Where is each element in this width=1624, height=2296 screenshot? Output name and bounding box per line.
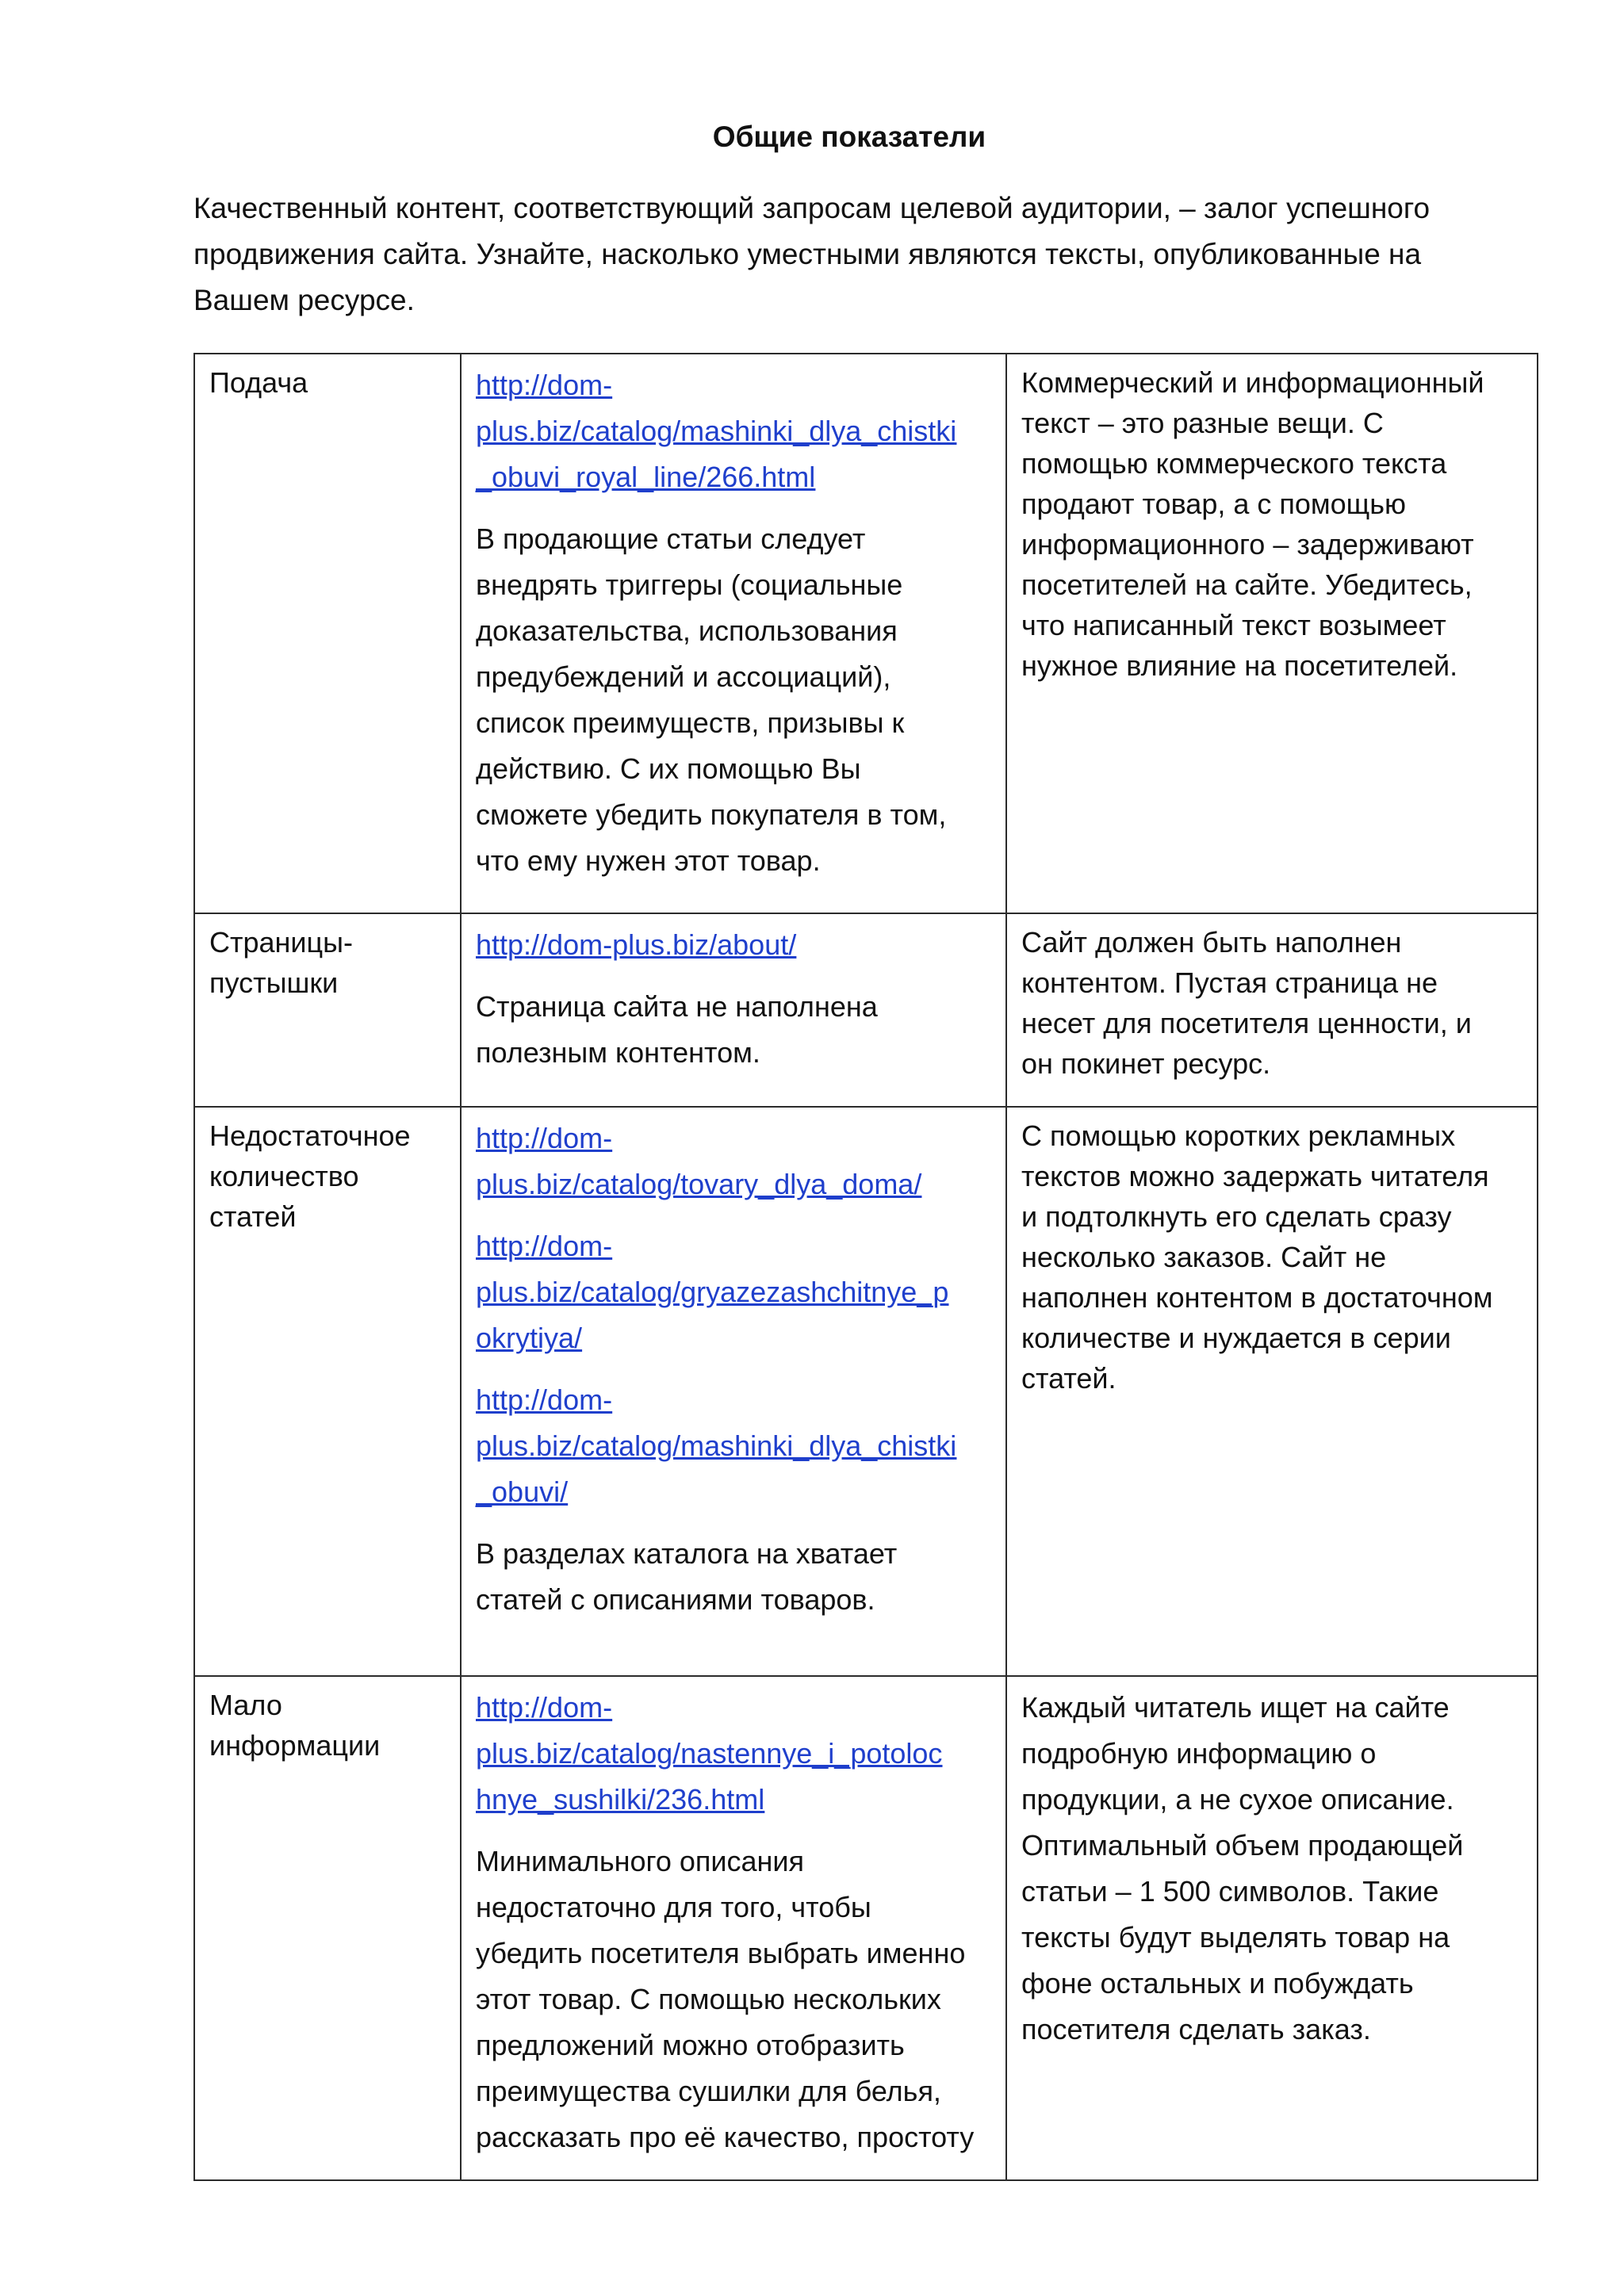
example-comment-line: доказательства, использования <box>476 614 898 647</box>
indicator-name-line: информации <box>209 1729 381 1762</box>
recommendation-line: Каждый читатель ищет на сайте <box>1021 1691 1450 1724</box>
example-page-link-line: _obuvi/ <box>476 1475 569 1508</box>
example-cell <box>461 913 1006 1107</box>
recommendation-line: несколько заказов. Сайт не <box>1021 1241 1387 1273</box>
table-row <box>194 913 1538 1107</box>
recommendation-text <box>1021 1685 1522 2053</box>
example-comment-line: что ему нужен этот товар. <box>476 844 821 877</box>
example-comment-line: В разделах каталога на хватает <box>476 1537 898 1570</box>
table-row <box>194 1107 1538 1676</box>
example-page-link[interactable] <box>476 922 991 968</box>
example-comment <box>476 984 991 1076</box>
recommendation-line: что написанный текст возымеет <box>1021 609 1446 641</box>
recommendation-line: продают товар, а с помощью <box>1021 488 1407 520</box>
page-title: Общие показатели <box>712 121 986 153</box>
example-comment-line: внедрять триггеры (социальные <box>476 568 903 601</box>
example-page-link[interactable] <box>476 1115 991 1207</box>
indicator-name-line: количество <box>209 1160 359 1192</box>
recommendation-cell <box>1006 913 1538 1107</box>
indicator-name-line: Страницы- <box>209 926 354 959</box>
indicator-name-cell <box>194 913 461 1107</box>
example-comment-line: недостаточно для того, чтобы <box>476 1891 871 1923</box>
example-page-link-line: http://dom- <box>476 1122 613 1154</box>
recommendation-line: помощью коммерческого текста <box>1021 447 1447 480</box>
example-page-link-line: http://dom- <box>476 1383 613 1416</box>
example-comment <box>476 516 991 884</box>
recommendation-line: статей. <box>1021 1362 1116 1395</box>
intro-line: продвижения сайта. Узнайте, насколько уместными являются тексты, опубликованные на <box>193 238 1422 270</box>
example-page-link[interactable] <box>476 1377 991 1515</box>
indicators-table <box>193 353 1538 2181</box>
recommendation-line: статьи – 1 500 символов. Такие <box>1021 1875 1439 1908</box>
example-page-link-line: hnye_sushilki/236.html <box>476 1783 765 1816</box>
recommendation-line: контентом. Пустая страница не <box>1021 966 1438 999</box>
recommendation-line: тексты будут выделять товар на <box>1021 1921 1450 1954</box>
example-comment-line: предубеждений и ассоциаций), <box>476 660 891 693</box>
recommendation-line: информационного – задерживают <box>1021 528 1474 561</box>
example-page-link-line: http://dom- <box>476 369 613 401</box>
example-page-link[interactable] <box>476 362 991 500</box>
example-comment-line: список преимуществ, призывы к <box>476 706 905 739</box>
recommendation-line: нужное влияние на посетителей. <box>1021 649 1458 682</box>
recommendation-cell <box>1006 1676 1538 2180</box>
example-page-link-line: plus.biz/catalog/mashinki_dlya_chistki <box>476 415 957 447</box>
indicators-table-body <box>194 354 1538 2180</box>
indicator-name-cell <box>194 354 461 913</box>
recommendation-line: Коммерческий и информационный <box>1021 366 1484 399</box>
recommendation-line: Оптимальный объем продающей <box>1021 1829 1464 1862</box>
example-comment-line: действию. С их помощью Вы <box>476 752 861 785</box>
example-comment <box>476 1531 991 1623</box>
example-page-link-line: http://dom-plus.biz/about/ <box>476 928 797 961</box>
indicator-name-cell <box>194 1676 461 2180</box>
example-comment-line: В продающие статьи следует <box>476 522 866 555</box>
example-comment-line: статей с описаниями товаров. <box>476 1583 875 1616</box>
example-comment-line: сможете убедить покупателя в том, <box>476 798 947 831</box>
recommendation-cell <box>1006 354 1538 913</box>
example-cell <box>461 354 1006 913</box>
example-page-link-line: plus.biz/catalog/tovary_dlya_doma/ <box>476 1168 922 1200</box>
indicator-name-line: пустышки <box>209 966 339 999</box>
example-page-link-line: _obuvi_royal_line/266.html <box>476 461 816 493</box>
example-page-link-line: okrytiya/ <box>476 1322 583 1354</box>
indicator-name-line: Недостаточное <box>209 1119 411 1152</box>
recommendation-text <box>1021 362 1522 686</box>
example-page-link-line: plus.biz/catalog/nastennye_i_potoloc <box>476 1737 943 1770</box>
intro-paragraph <box>193 186 1557 323</box>
example-comment <box>476 1839 991 2160</box>
recommendation-text <box>1021 1115 1522 1399</box>
indicator-name-line: Мало <box>209 1689 282 1721</box>
recommendation-line: фоне остальных и побуждать <box>1021 1967 1414 1999</box>
intro-line: Вашем ресурсе. <box>193 284 415 316</box>
example-comment-line: этот товар. С помощью нескольких <box>476 1983 941 2015</box>
recommendation-line: подробную информацию о <box>1021 1737 1377 1770</box>
example-page-link-line: http://dom- <box>476 1691 613 1724</box>
indicator-name-line: статей <box>209 1200 297 1233</box>
example-comment-line: предложений можно отобразить <box>476 2029 905 2061</box>
recommendation-line: наполнен контентом в достаточном <box>1021 1281 1493 1314</box>
example-comment-line: преимущества сушилки для белья, <box>476 2075 941 2107</box>
recommendation-line: С помощью коротких рекламных <box>1021 1119 1456 1152</box>
example-page-link[interactable] <box>476 1685 991 1823</box>
indicator-name-line: Подача <box>209 366 308 399</box>
recommendation-line: и подтолкнуть его сделать сразу <box>1021 1200 1452 1233</box>
table-row <box>194 354 1538 913</box>
example-page-link-line: plus.biz/catalog/gryazezashchitnye_p <box>476 1276 949 1308</box>
indicator-name-cell <box>194 1107 461 1676</box>
recommendation-line: несет для посетителя ценности, и <box>1021 1007 1472 1039</box>
example-comment-line: Страница сайта не наполнена <box>476 990 878 1023</box>
example-page-link-line: http://dom- <box>476 1230 613 1262</box>
example-comment-line: рассказать про её качество, простоту <box>476 2121 975 2153</box>
table-row <box>194 1676 1538 2180</box>
recommendation-cell <box>1006 1107 1538 1676</box>
recommendation-line: посетителя сделать заказ. <box>1021 2013 1371 2045</box>
example-comment-line: Минимального описания <box>476 1845 805 1877</box>
recommendation-line: текст – это разные вещи. С <box>1021 407 1384 439</box>
intro-line: Качественный контент, соответствующий запросам целевой аудитории, – залог успешного <box>193 192 1431 224</box>
recommendation-line: Сайт должен быть наполнен <box>1021 926 1402 959</box>
recommendation-text <box>1021 922 1522 1084</box>
example-page-link[interactable] <box>476 1223 991 1361</box>
recommendation-line: количестве и нуждается в серии <box>1021 1322 1451 1354</box>
recommendation-line: текстов можно задержать читателя <box>1021 1160 1489 1192</box>
example-cell <box>461 1676 1006 2180</box>
example-page-link-line: plus.biz/catalog/mashinki_dlya_chistki <box>476 1429 957 1462</box>
example-comment-line: убедить посетителя выбрать именно <box>476 1937 966 1969</box>
recommendation-line: продукции, а не сухое описание. <box>1021 1783 1454 1816</box>
example-comment-line: полезным контентом. <box>476 1036 760 1069</box>
example-cell <box>461 1107 1006 1676</box>
recommendation-line: посетителей на сайте. Убедитесь, <box>1021 568 1473 601</box>
recommendation-line: он покинет ресурс. <box>1021 1047 1271 1080</box>
